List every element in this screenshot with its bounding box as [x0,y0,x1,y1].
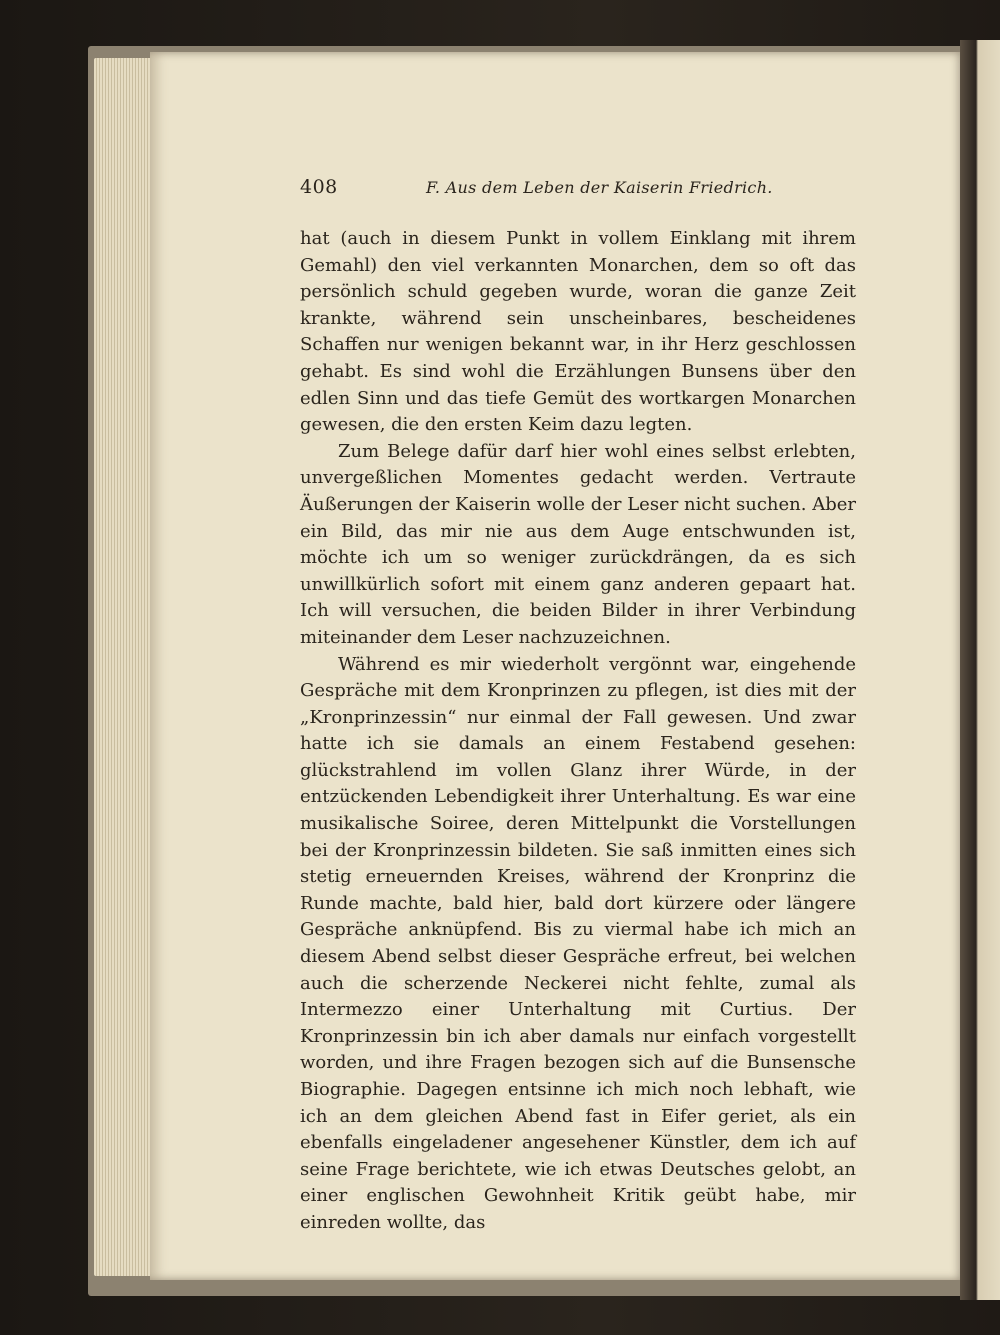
paragraph: hat (auch in diesem Punkt in vollem Einklang mit ihrem Gemahl) den viel verkannten Monarchen, dem so oft das persönlich schuld gegeben wurde, woran die ganze Zeit krankte, während sein unscheinbares, bescheidenes Schaffen nur wenigen bekannt war, in ihr Herz geschlossen gehabt. Es sind wohl die Erzählungen Bunsens über den edlen Sinn und das tiefe Gemüt des wortkargen Monarchen gewesen, die den ersten Keim dazu legten. [300,228,856,436]
body-text [300,226,856,1237]
page-content [300,176,856,1237]
page-header [300,176,856,206]
paragraph: Während es mir wiederholt vergönnt war, eingehende Gespräche mit dem Kronprinzen zu pflegen, ist dies mit der „Kronprinzessin“ nur einmal der Fall gewesen. Und zwar hatte ich sie damals an einem Festabend gesehen: glückstrahlend im vollen Glanz ihrer Würde, in der entzückenden Lebendigkeit ihrer Unterhaltung. Es war eine musikalische Soiree, deren Mittelpunkt die Vorstellungen bei der Kronprinzessin bildeten. Sie saß inmitten eines sich stetig erneuernden Kreises, während der Kronprinz die Runde machte, bald hier, bald dort kürzere oder längere Gespräche anknüpfend. Bis zu viermal habe ich mich an diesem Abend selbst dieser Gespräche erfreut, bei welchen auch die scherzende Neckerei nicht fehlte, zumal als Intermezzo einer Unterhaltung mit Curtius. Der Kronprinzessin bin ich aber damals nur einfach vorgestellt worden, und ihre Fragen bezogen sich auf die Bunsensche Biographie. Dagegen entsinne ich mich noch lebhaft, wie ich an dem gleichen Abend fast in Eifer geriet, als ein ebenfalls eingeladener angesehener Künstler, dem ich auf seine Frage berichtete, wie ich etwas Deutsches gelobt, an einer englischen Gewohnheit Kritik geübt habe, mir einreden wollte, das [300,653,856,1233]
page-edges [94,58,154,1276]
paragraph: Zum Belege dafür darf hier wohl eines selbst erlebten, unvergeßlichen Momentes gedacht werden. Vertraute Äußerungen der Kaiserin wolle der Leser nicht suchen. Aber ein Bild, das mir nie aus dem Auge entschwunden ist, möchte ich um so weniger zurückdrängen, da es sich unwillkürlich sofort mit einem ganz anderen gepaart hat. Ich will versuchen, die beiden Bilder in ihrer Verbindung miteinander dem Leser nachzuzeichnen. [300,440,856,648]
page-number: 408 [300,176,338,198]
book-gutter [960,40,1000,1300]
running-head: F. Aus dem Leben der Kaiserin Friedrich. [426,178,773,197]
